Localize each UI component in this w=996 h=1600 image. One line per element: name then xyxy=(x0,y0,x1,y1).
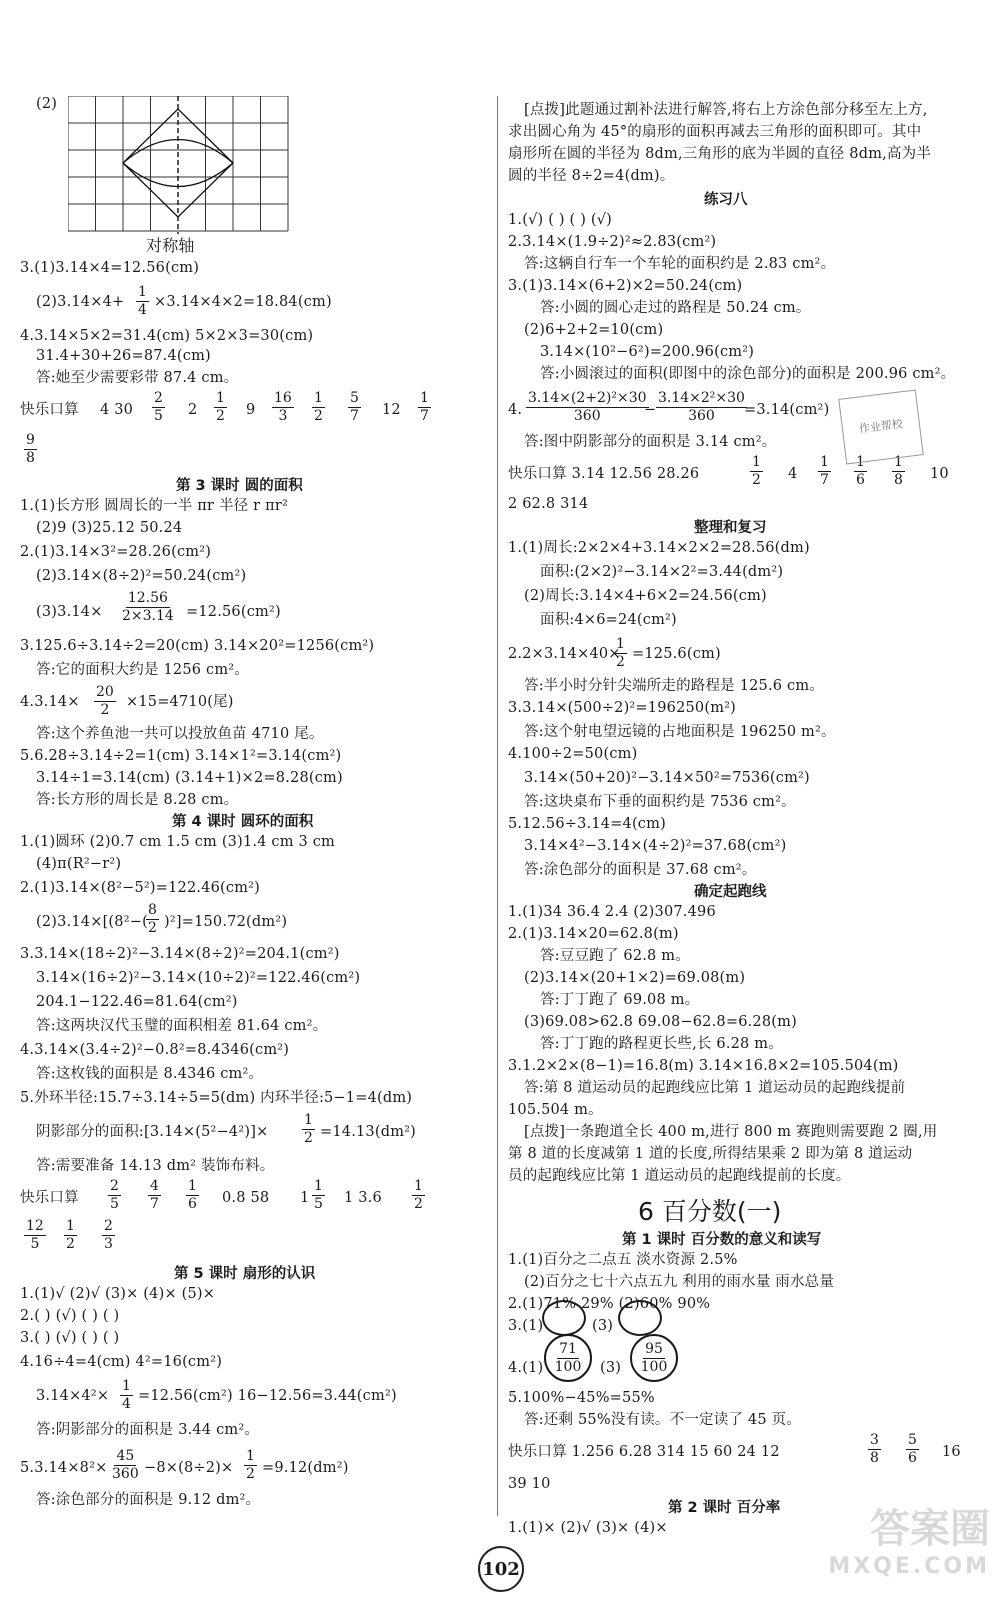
rv-line5a: 2.2×3.14×40× xyxy=(508,646,621,662)
frac-45-360: $\frac{45}{360}$ xyxy=(112,1448,139,1482)
e8-line5: 答:小圆的圆心走过的路程是 50.24 cm。 xyxy=(540,300,811,316)
c3-line7: 答:它的面积大约是 1256 cm²。 xyxy=(36,662,249,678)
c3-line8b: ×15=4710(尾) xyxy=(126,694,234,710)
sl-line8: 3.1.2×2×(8−1)=16.8(m) 3.14×16.8×2=105.504(m) xyxy=(508,1058,899,1074)
e8-line9a: 4. xyxy=(508,402,523,418)
frac-1-7: $\frac{1}{7}$ xyxy=(420,390,429,424)
c4-line4b: )²]=150.72(dm²) xyxy=(164,914,288,930)
kuaile2-values-c: 1 3.6 xyxy=(344,1190,382,1206)
p-line8: 1.(1)× (2)√ (3)× (4)× xyxy=(508,1520,668,1536)
c4-line8: 答:这两块汉代玉璧的面积相差 81.64 cm²。 xyxy=(36,1018,328,1034)
rv-line10: 3.14×(50+20)²−3.14×50²=7536(cm²) xyxy=(524,770,810,786)
e8-line1: 1.(√) ( ) ( ) (√) xyxy=(508,212,613,228)
page-number: 102 xyxy=(478,1546,524,1592)
kuaile2-values-a: 0.8 58 xyxy=(222,1190,270,1206)
section-heading-lesson5: 第 5 课时 扇形的认识 xyxy=(174,1266,316,1282)
frac-12-5: $\frac{12}{5}$ xyxy=(26,1218,44,1252)
p-line7: 答:还剩 55%没有读。不一定读了 45 页。 xyxy=(524,1412,801,1428)
e8-line6: (2)6+2+2=10(cm) xyxy=(524,322,664,338)
grid-label: (2) xyxy=(36,96,58,112)
c5-line7b: −8×(8÷2)× xyxy=(144,1460,234,1476)
kuaile-label: 快乐口算 xyxy=(20,402,79,418)
section-heading-exercise8: 练习八 xyxy=(704,192,748,208)
c4-line7: 204.1−122.46=81.64(cm²) xyxy=(36,994,238,1010)
c5-line5a: 3.14×4²× xyxy=(36,1388,110,1404)
section-heading-6-2: 第 2 课时 百分率 xyxy=(668,1500,781,1516)
e8-minus: − xyxy=(644,402,657,418)
section-heading-lesson3: 第 3 课时 圆的面积 xyxy=(176,478,303,494)
frac-1-2g: $\frac{1}{2}$ xyxy=(752,454,761,488)
c4-line9: 4.3.14×(3.4÷2)²−0.8²=8.4346(cm²) xyxy=(20,1042,290,1058)
frac-1-2b: $\frac{1}{2}$ xyxy=(314,390,323,424)
q4-line2: 31.4+30+26=87.4(cm) xyxy=(36,348,211,364)
hint-line3: 扇形所在圆的半径为 8dm,三角形的底为半圆的直径 8dm,高为半 xyxy=(508,146,932,162)
frac-1-8: $\frac{1}{8}$ xyxy=(894,454,903,488)
p-kuaile-1: 快乐口算 1.256 6.28 314 15 60 24 12 xyxy=(508,1444,780,1460)
section-heading-6-1: 第 1 课时 百分数的意义和读写 xyxy=(622,1232,822,1248)
c5-line2: 2.( ) (√) ( ) ( ) xyxy=(20,1308,120,1324)
q3-line2a: (2)3.14×4+ xyxy=(36,294,125,310)
sl-line6: (3)69.08>62.8 69.08−62.8=6.28(m) xyxy=(524,1014,797,1030)
section-heading-startline: 确定起跑线 xyxy=(694,884,767,900)
frac-1-2: $\frac{1}{2}$ xyxy=(216,390,225,424)
q4-line1: 4.3.14×5×2=31.4(cm) 5×2×3=30(cm) xyxy=(20,328,314,344)
sl-line3: 答:豆豆跑了 62.8 m。 xyxy=(540,948,690,964)
sl-line2: 2.(1)3.14×20=62.8(m) xyxy=(508,926,679,942)
c4-line10: 答:这枚钱的面积是 8.4346 cm²。 xyxy=(36,1066,264,1082)
q3-line1: 3.(1)3.14×4=12.56(cm) xyxy=(20,260,200,276)
circle-highlight-1 xyxy=(542,1300,586,1336)
e8-kuaile-1: 快乐口算 3.14 12.56 28.26 xyxy=(508,466,700,482)
rv-line2: 面积:(2×2)²−3.14×2²=3.44(dm²) xyxy=(540,564,784,580)
frac-e8-a: $\frac{\text{3.14×(2+2)²×30}}{360}$ xyxy=(528,390,647,424)
p-line1: 1.(1)百分之二点五 淡水资源 2.5% xyxy=(508,1252,738,1268)
e8-line7: 3.14×(10²−6²)=200.96(cm²) xyxy=(540,344,755,360)
watermark-url: MXQE.COM xyxy=(828,1554,990,1579)
unit-title: 6 百分数(一) xyxy=(638,1197,782,1226)
c5-line7c: =9.12(dm²) xyxy=(262,1460,349,1476)
circled-fraction-95-100: $\frac{95}{100}$ xyxy=(630,1334,678,1382)
sl-line7: 答:丁丁跑的路程更长些,长 6.28 m。 xyxy=(540,1036,783,1052)
e8-line2: 2.3.14×(1.9÷2)²≈2.83(cm²) xyxy=(508,234,717,250)
c3-line10: 5.6.28÷3.14÷2=1(cm) 3.14×1²=3.14(cm²) xyxy=(20,748,342,764)
p-kuaile-3: 39 10 xyxy=(508,1476,551,1492)
sl-line10: 105.504 m。 xyxy=(508,1102,603,1118)
rv-line8: 答:这个射电望远镜的占地面积是 196250 m²。 xyxy=(524,724,836,740)
frac-1-7b: $\frac{1}{7}$ xyxy=(820,454,829,488)
c3-line2: (2)9 (3)25.12 50.24 xyxy=(36,520,183,536)
section-heading-lesson4: 第 4 课时 圆环的面积 xyxy=(172,814,314,830)
frac-1-2d: $\frac{1}{2}$ xyxy=(414,1178,423,1212)
e8-kuaile-4: 2 62.8 314 xyxy=(508,496,589,512)
c5-line6: 答:阴影部分的面积是 3.44 cm²。 xyxy=(36,1422,260,1438)
frac-5-7: $\frac{5}{7}$ xyxy=(350,390,359,424)
c3-line1: 1.(1)长方形 圆周长的一半 πr 半径 r πr² xyxy=(20,498,288,514)
frac-1-2e: $\frac{1}{2}$ xyxy=(66,1218,75,1252)
c4-line6: 3.14×(16÷2)²−3.14×(10÷2)²=122.46(cm²) xyxy=(36,970,361,986)
fraction-1-4: $\frac{1}{4}$ xyxy=(138,284,147,318)
c4-line12a: 阴影部分的面积:[3.14×(5²−4²)]× xyxy=(36,1124,269,1140)
c4-line5: 3.3.14×(18÷2)²−3.14×(8÷2)²=204.1(cm²) xyxy=(20,946,340,962)
c3-line12: 答:长方形的周长是 8.28 cm。 xyxy=(36,792,239,808)
symmetry-grid-figure xyxy=(68,96,290,234)
hint-line2: 求出圆心角为 45°的扇形的面积再减去三角形的面积即可。其中 xyxy=(508,124,922,140)
c4-line1: 1.(1)圆环 (2)0.7 cm 1.5 cm (3)1.4 cm 3 cm xyxy=(20,834,336,850)
sl-line12: 第 8 道的长度减第 1 道的长度,所得结果乘 2 即为第 8 道运动 xyxy=(508,1146,913,1162)
watermark xyxy=(800,1506,990,1590)
c4-line3: 2.(1)3.14×(8²−5²)=122.46(cm²) xyxy=(20,880,261,896)
q3-line2b: ×3.14×4×2=18.84(cm) xyxy=(154,294,332,310)
c4-line11: 5.外环半径:15.7÷3.14÷5=5(dm) 内环半径:5−1=4(dm) xyxy=(20,1090,413,1106)
rv-line6: 答:半小时分针尖端所走的路程是 125.6 cm。 xyxy=(524,678,824,694)
p-line2: (2)百分之七十六点五九 利用的雨水量 雨水总量 xyxy=(524,1274,835,1290)
rv-line12: 5.12.56÷3.14=4(cm) xyxy=(508,816,666,832)
e8-line3: 答:这辆自行车一个车轮的面积约是 2.83 cm²。 xyxy=(524,256,836,272)
p-line4a: 3.(1) xyxy=(508,1318,544,1334)
p-kuaile-2: 16 xyxy=(942,1444,961,1460)
rv-line11: 答:这块桌布下垂的面积约是 7536 cm²。 xyxy=(524,794,796,810)
c4-line13: 答:需要准备 14.13 dm² 装饰布料。 xyxy=(36,1158,275,1174)
c3-line9: 答:这个养鱼池一共可以投放鱼苗 4710 尾。 xyxy=(36,726,324,742)
kuaile-value-2: 2 xyxy=(188,402,198,418)
c3-line11: 3.14÷1=3.14(cm) (3.14+1)×2=8.28(cm) xyxy=(36,770,343,786)
sl-line4: (2)3.14×(20+1×2)=69.08(m) xyxy=(524,970,746,986)
watermark-text: 答案圈 xyxy=(870,1506,990,1552)
frac-20-2: $\frac{20}{2}$ xyxy=(96,684,114,718)
p-line6: 5.100%−45%=55% xyxy=(508,1390,655,1406)
e8-line8: 答:小圆滚过的面积(即图中的涂色部分)的面积是 200.96 cm²。 xyxy=(540,366,956,382)
c5-line3: 3.( ) (√) ( ) ( ) xyxy=(20,1330,120,1346)
frac-5-6: $\frac{5}{6}$ xyxy=(908,1432,917,1466)
axis-label: 对称轴 xyxy=(146,236,195,255)
c5-line1: 1.(1)√ (2)√ (3)× (4)× (5)× xyxy=(20,1286,216,1302)
hint-line1: [点拨]此题通过割补法进行解答,将右上方涂色部分移至左上方, xyxy=(524,102,928,118)
c3-line4: (2)3.14×(8÷2)²=50.24(cm²) xyxy=(36,568,247,584)
p-line4b: (3) xyxy=(592,1318,614,1334)
sl-line11: [点拨]一条跑道全长 400 m,进行 800 m 赛跑则需要跑 2 圈,用 xyxy=(524,1124,938,1140)
p-line3: 2.(1)71% 29% (2)60% 90% xyxy=(508,1296,711,1312)
frac-1-2c: $\frac{1}{2}$ xyxy=(304,1112,313,1146)
circle-highlight-2 xyxy=(618,1300,662,1336)
c3-line8a: 4.3.14× xyxy=(20,694,80,710)
kuaile2-value-b: 1 xyxy=(300,1190,310,1206)
frac-1-2h: $\frac{1}{2}$ xyxy=(616,636,625,670)
sl-line13: 员的起跑线应比第 1 道运动员的起跑线提前的长度。 xyxy=(508,1168,851,1184)
column-divider xyxy=(497,96,498,1516)
rv-line5b: =125.6(cm) xyxy=(632,646,721,662)
frac-2-5b: $\frac{2}{5}$ xyxy=(110,1178,119,1212)
rv-line3: (2)周长:3.14×4+6×2=24.56(cm) xyxy=(524,588,767,604)
e8-line10: 答:图中阴影部分的面积是 3.14 cm²。 xyxy=(524,434,777,450)
frac-2-5: $\frac{2}{5}$ xyxy=(154,390,163,424)
frac-16-3: $\frac{16}{3}$ xyxy=(274,390,292,424)
e8-line9b: =3.14(cm²) xyxy=(744,402,830,418)
frac-1-6: $\frac{1}{6}$ xyxy=(188,1178,197,1212)
rv-line1: 1.(1)周长:2×2×4+3.14×2×2=28.56(dm) xyxy=(508,540,810,556)
c4-line2: (4)π(R²−r²) xyxy=(36,856,122,872)
frac-3-8: $\frac{3}{8}$ xyxy=(870,1432,879,1466)
p-line5a: 4.(1) xyxy=(508,1360,544,1376)
rv-line7: 3.3.14×(500÷2)²=196250(m²) xyxy=(508,700,737,716)
e8-kuaile-3: 10 xyxy=(930,466,949,482)
frac-1-6b: $\frac{1}{6}$ xyxy=(856,454,865,488)
kuaile-value-12: 12 xyxy=(382,402,401,418)
c3-line3: 2.(1)3.14×3²=28.26(cm²) xyxy=(20,544,212,560)
hint-line4: 圆的半径 8÷2=4(dm)。 xyxy=(508,168,675,184)
q4-answer: 答:她至少需要彩带 87.4 cm。 xyxy=(36,370,239,386)
e8-line4: 3.(1)3.14×(6+2)×2=50.24(cm) xyxy=(508,278,743,294)
c5-line5b: =12.56(cm²) 16−12.56=3.44(cm²) xyxy=(138,1388,397,1404)
circled-fraction-71-100: $\frac{71}{100}$ xyxy=(544,1334,592,1382)
frac-4-7: $\frac{4}{7}$ xyxy=(150,1178,159,1212)
kuaile-value-9: 9 xyxy=(246,402,256,418)
c3-line5a: (3)3.14× xyxy=(36,604,103,620)
rv-line4: 面积:4×6=24(cm²) xyxy=(540,612,677,628)
rv-line9: 4.100÷2=50(cm) xyxy=(508,746,638,762)
frac-9-8: $\frac{9}{8}$ xyxy=(26,432,35,466)
c5-line8: 答:涂色部分的面积是 9.12 dm²。 xyxy=(36,1492,261,1508)
p-line5b: (3) xyxy=(600,1360,622,1376)
frac-2-3: $\frac{2}{3}$ xyxy=(104,1218,113,1252)
frac-1-2f: $\frac{1}{2}$ xyxy=(246,1448,255,1482)
c5-line4: 4.16÷4=4(cm) 4²=16(cm²) xyxy=(20,1354,223,1370)
kuaile-values-1: 4 30 xyxy=(100,402,134,418)
sl-line9: 答:第 8 道运动员的起跑线应比第 1 道运动员的起跑线提前 xyxy=(524,1080,906,1096)
kuaile-label-2: 快乐口算 xyxy=(20,1190,79,1206)
sl-line5: 答:丁丁跑了 69.08 m。 xyxy=(540,992,700,1008)
c5-line7a: 5.3.14×8²× xyxy=(20,1460,108,1476)
c3-line6: 3.125.6÷3.14÷2=20(cm) 3.14×20²=1256(cm²) xyxy=(20,638,375,654)
stamp-mark: 作业帮校 xyxy=(838,389,923,464)
rv-line13: 3.14×4²−3.14×(4÷2)²=37.68(cm²) xyxy=(524,838,787,854)
frac-e8-b: $\frac{\text{3.14×2²×30}}{360}$ xyxy=(658,390,745,424)
sl-line1: 1.(1)34 36.4 2.4 (2)307.496 xyxy=(508,904,716,920)
frac-12.56-2x3.14: $\frac{12.56}{2\times 3.14}$ xyxy=(122,590,174,624)
section-heading-review: 整理和复习 xyxy=(694,520,767,536)
e8-kuaile-2: 4 xyxy=(788,466,798,482)
frac-8-2: $\frac{8}{2}$ xyxy=(148,902,157,936)
c4-line12b: =14.13(dm²) xyxy=(320,1124,417,1140)
c3-line5b: =12.56(cm²) xyxy=(186,604,281,620)
c4-line4a: (2)3.14×[(8²−( xyxy=(36,914,148,930)
frac-1-4b: $\frac{1}{4}$ xyxy=(122,1378,131,1412)
frac-1-5: $\frac{1}{5}$ xyxy=(314,1178,323,1212)
rv-line14: 答:涂色部分的面积是 37.68 cm²。 xyxy=(524,862,757,878)
